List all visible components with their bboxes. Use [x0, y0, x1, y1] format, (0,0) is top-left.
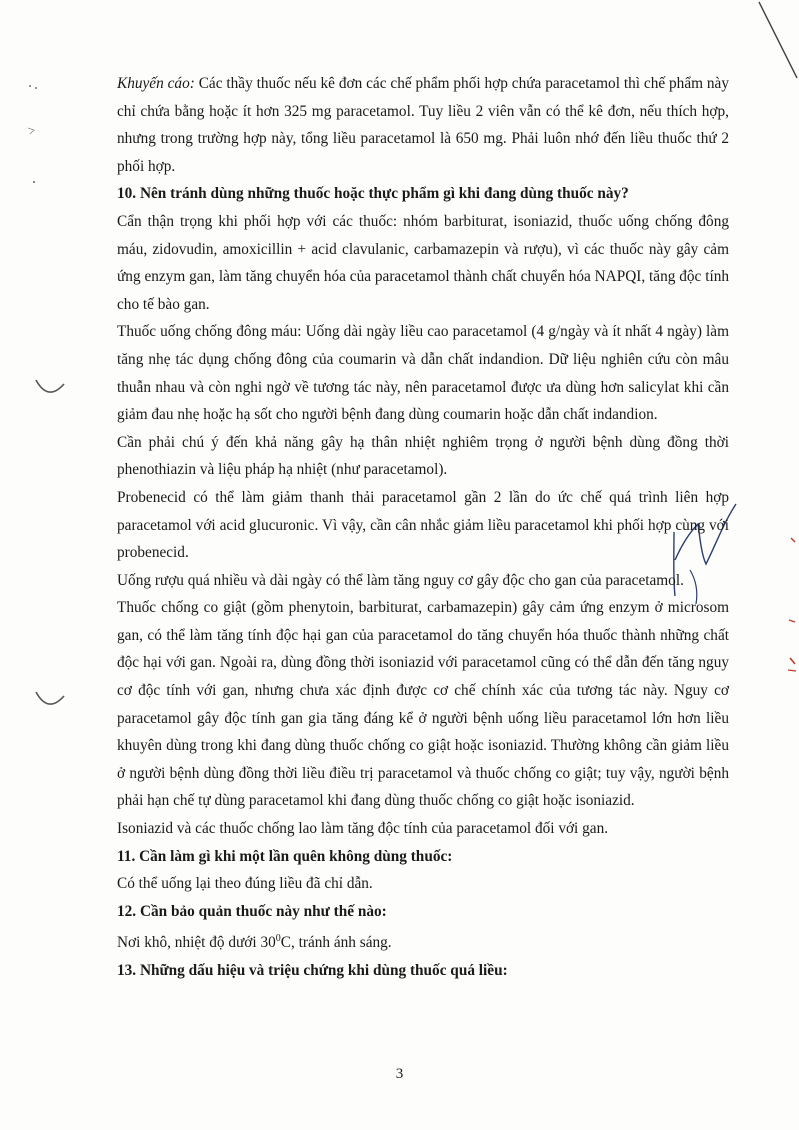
section-12-heading: 12. Cần bảo quản thuốc này như thế nào: [117, 902, 387, 920]
red-edge-marks [783, 530, 799, 680]
page-number: 3 [395, 1066, 404, 1082]
section-10-paragraph-2: Thuốc uống chống đông máu: Uống dài ngày liều cao paracetamol (4 g/ngày và ít nhất 4 ngày) làm tăng nhẹ tác dụng chống đông của coumarin và dẫn chất indandion. Dữ liệu nghiên cứu còn mâu thuẫn nhau và còn nghi ngờ về tương tác này, nên paracetamol được ưa dùng hơn salicylat khi cần giảm đau nhẹ hoặc hạ sốt cho người bệnh đang dùng coumarin hoặc dẫn chất indandion. [117, 323, 729, 424]
section-11-text: Có thể uống lại theo đúng liều đã chỉ dẫn. [117, 875, 373, 893]
section-11-heading: 11. Cần làm gì khi một lần quên không dùng thuốc: [117, 847, 453, 865]
section-10-paragraph-5: Uống rượu quá nhiều và dài ngày có thể làm tăng nguy cơ gây độc cho gan của paracetamol. [117, 571, 684, 589]
scan-specks-left [20, 78, 60, 198]
punch-hole-mark-lower [30, 682, 70, 722]
section-13-heading: 13. Những dấu hiệu và triệu chứng khi dùng thuốc quá liều: [117, 962, 508, 980]
section-10-heading: 10. Nên tránh dùng những thuốc hoặc thực phẩm gì khi đang dùng thuốc này? [117, 185, 629, 203]
scan-corner-line [755, 0, 799, 80]
section-10-paragraph-1: Cẩn thận trọng khi phối hợp với các thuốc: nhóm barbiturat, isoniazid, thuốc uống chống đông máu, zidovudin, amoxicillin + acid clavulanic, carbamazepin và rượu), vì các thuốc này gây cảm ứng enzym gan, làm tăng chuyển hóa của paracetamol thành chất chuyển hóa NAPQI, tăng độc tính cho tế bào gan. [117, 212, 729, 313]
degree-superscript: 0 [275, 933, 281, 945]
section-10-paragraph-6: Thuốc chống co giật (gồm phenytoin, barbiturat, carbamazepin) gây cảm ứng enzym ở microsom gan, có thể làm tăng tính độc hại gan của paracetamol do tăng chuyển hóa thuốc thành những chất độc hại với gan. Ngoài ra, dùng đồng thời isoniazid với paracetamol cũng có thể dẫn đến tăng nguy cơ độc tính với gan, nhưng chưa xác định được cơ chế chính xác của tương tác này. Nguy cơ paracetamol gây độc tính gan gia tăng đáng kể ở người bệnh uống liều paracetamol lớn hơn liều khuyên dùng trong khi đang dùng thuốc chống co giật hoặc isoniazid. Thường không cần giảm liều ở người bệnh dùng đồng thời liều điều trị paracetamol và thuốc chống co giật; tuy vậy, người bệnh phải hạn chế tự dùng paracetamol khi đang dùng thuốc chống co giật hoặc isoniazid. [117, 599, 729, 810]
warning-paragraph [117, 70, 729, 180]
section-10-paragraph-4: Probenecid có thể làm giảm thanh thải paracetamol gần 2 lần do ức chế quá trình liên hợp paracetamol với acid glucuronic. Vì vậy, cần cân nhắc giảm liều paracetamol khi phối hợp cùng với probenecid. [117, 488, 729, 562]
section-12-text-before: Nơi khô, nhiệt độ dưới 30 [117, 934, 276, 952]
section-10-paragraph-3: Cần phải chú ý đến khả năng gây hạ thân nhiệt nghiêm trọng ở người bệnh dùng đồng thời phenothiazin và liệu pháp hạ nhiệt (như paracetamol). [117, 433, 729, 479]
section-12-text-after: C, tránh ánh sáng. [280, 934, 392, 952]
document-body [117, 70, 729, 985]
punch-hole-mark-upper [30, 370, 70, 410]
warning-label: Khuyến cáo: [117, 75, 195, 92]
section-12-text [117, 925, 729, 957]
warning-text: Các thầy thuốc nếu kê đơn các chế phẩm phối hợp chứa paracetamol thì chế phẩm này chỉ chứa bằng hoặc ít hơn 325 mg paracetamol. Tuy liều 2 viên vẫn có thể kê đơn, nếu thích hợp, nhưng trong trường hợp này, tổng liều paracetamol là 650 mg. Phải luôn nhớ đến liều thuốc thứ 2 phối hợp. [117, 75, 729, 175]
section-10-paragraph-7: Isoniazid và các thuốc chống lao làm tăng độc tính của paracetamol đối với gan. [117, 820, 609, 838]
